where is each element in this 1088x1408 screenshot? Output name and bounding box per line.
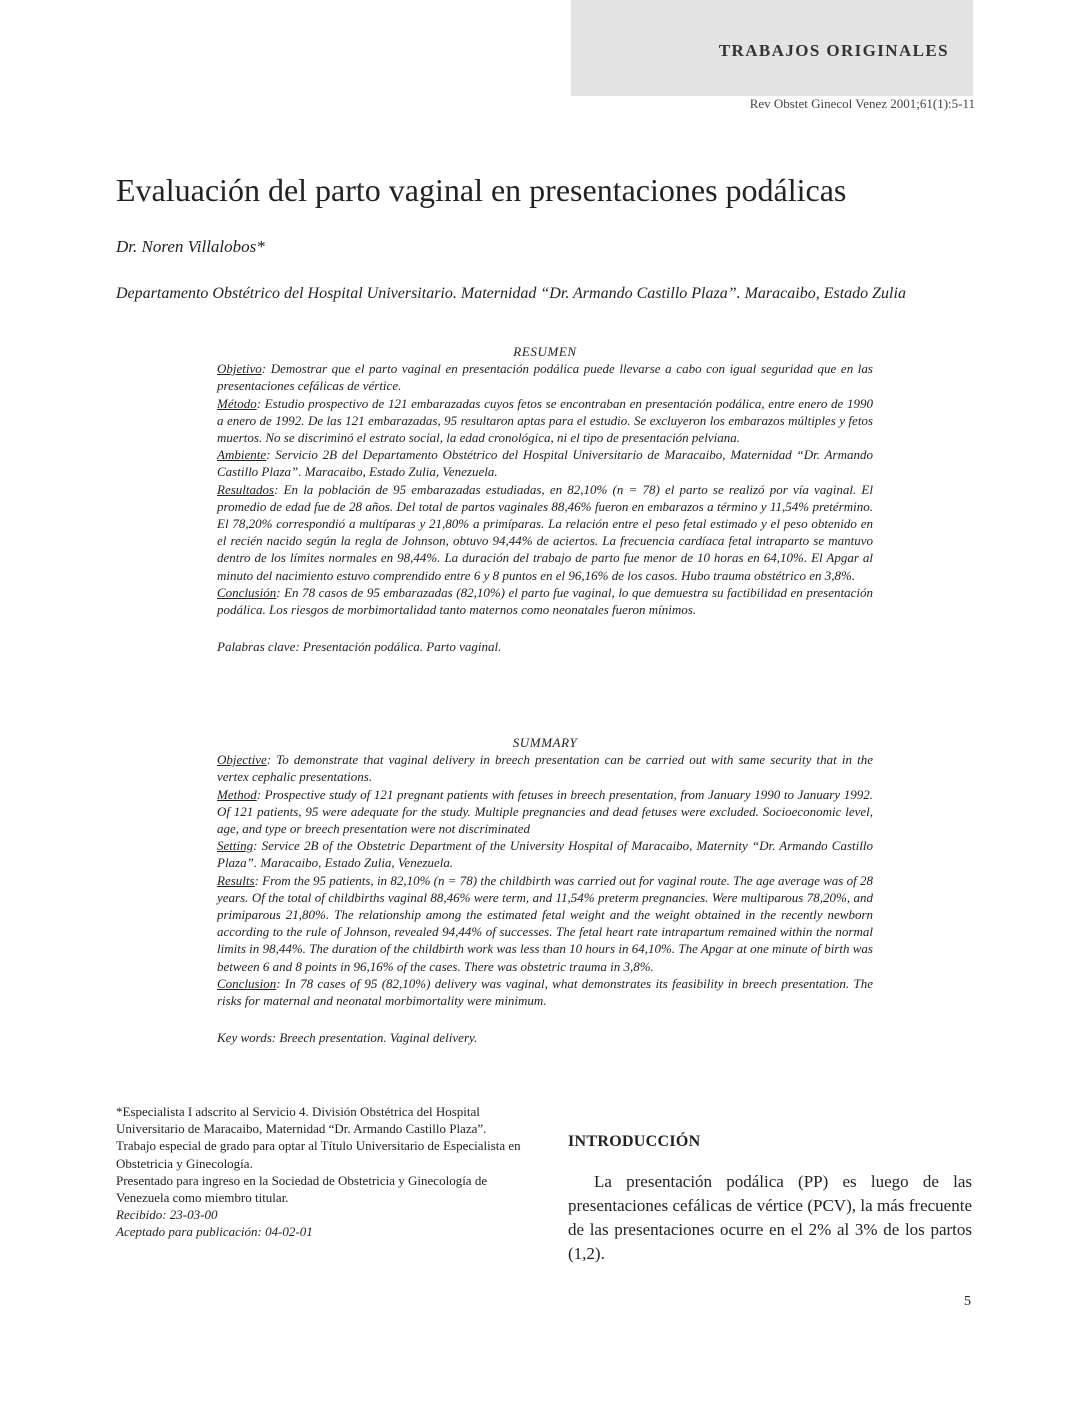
section-label-objetivo: Objetivo (217, 361, 262, 377)
section-label-method: Method (217, 786, 257, 802)
abstract-heading: RESUMEN (513, 344, 577, 359)
abstract-english (217, 734, 873, 1046)
section-text: Demostrar que el parto vaginal en presentación podálica puede llevarse a cabo con igual seguridad que en las presentaciones cefálicas de vértice. (217, 361, 873, 394)
summary-results: Results: From the 95 patients, in 82,10% (n = 78) the childbirth was carried out for vaginal route. The age average was of 28 years. Of the total of childbirths vaginal 88,46% were term, and 11,54% preterm pregnancies. Were multiparous 78,20%, and primiparous 21,80%. The relationship among the estimated fetal weight and the weight obtained in the recently newborn according to the rule of Johnson, revealed 94,44% of successes. The fetal heart rate intrapartum remained within the normal limits in 98,44%. The duration of the childbirth work was less than 10 hours in 64,10%. The Apgar at one minute of birth was between 6 and 8 points in 96,16% of the cases. There was obstetric trauma in 3,8%. (217, 872, 873, 974)
footnote-specialist: *Especialista I adscrito al Servicio 4. División Obstétrica del Hospital Universitario de Maracaibo, Maternidad “Dr. Armando Castillo Plaza”. (116, 1104, 487, 1137)
abstract-spanish (217, 343, 873, 655)
section-label-setting: Setting (217, 838, 254, 854)
footnote-presented: Presentado para ingreso en la Sociedad de Obstetricia y Ginecología de Venezuela como miembro titular. (116, 1172, 488, 1206)
section-text: To demonstrate that vaginal delivery in breech presentation can be carried out with same security that in the vertex cephalic presentations. (217, 752, 873, 785)
author: Dr. Noren Villalobos* (116, 237, 265, 256)
section-text: In 78 cases of 95 (82,10%) delivery was vaginal, what demonstrates its feasibility in breech presentation. The risks for maternal and neonatal morbimortality were minimum. (217, 975, 873, 1009)
summary-method: Method: Prospective study of 121 pregnant patients with fetuses in breech presentation, from January 1990 to January 1992. Of 121 patients, 95 were adequate for the study. Multiple pregnancies and dead fetuses were excluded. Socioeconomic level, age, and type or breech presentation were not discriminated (217, 786, 873, 837)
section-text: Servicio 2B del Departamento Obstétrico del Hospital Universitario de Maracaibo, Maternidad “Dr. Armando Castillo Plaza”. Maracaibo, Estado Zulia, Venezuela. (217, 447, 873, 480)
section-label-results: Results (217, 872, 255, 888)
summary-conclusion: Conclusion: In 78 cases of 95 (82,10%) delivery was vaginal, what demonstrates its feasibility in breech presentation. The risks for maternal and neonatal morbimortality were minimum. (217, 975, 873, 1009)
section-text: Service 2B of the Obstetric Department of the University Hospital of Maracaibo, Maternity “Dr. Armando Castillo Plaza”. Maracaibo, Estado Zulia, Venezuela. (217, 838, 873, 871)
section-text: En la población de 95 embarazadas estudiadas, en 82,10% (n = 78) el parto se realizó por vía vaginal. El promedio de edad fue de 28 años. Del total de partos vaginales 88,46% fueron en embarazos a término y 11,54% pretérmino. El 78,20% correspondió a multíparas y 21,80% a primíparas. La relación entre el peso fetal estimado y el peso obtenido en el recién nacido según la regla de Johnson, obtuvo 94,44% de aciertos. La frecuencia cardíaca fetal intraparto se mantuvo dentro de los límites normales en 98,44%. La duración del trabajo de parto fue menor de 10 horas en 64,10%. El Apgar al minuto del nacimiento estuvo comprendido entre 6 y 8 puntos en el 96,16% de los casos. Hubo trauma obstétrico en 3,8%. (217, 481, 873, 583)
footnotes (116, 1103, 524, 1241)
introduction-paragraph: La presentación podálica (PP) es luego de las presentaciones cefálicas de vértice (PCV), la más frecuente de las presentaciones ocurre en el 2% al 3% de los partos (1,2). (568, 1172, 972, 1263)
section-label-conclusion-en: Conclusion (217, 975, 277, 991)
section-text: Estudio prospectivo de 121 embarazadas cuyos fetos se encontraban en presentación podálica, entre enero de 1990 a enero de 1992. De las 121 embarazadas, 95 resultaron aptas para el estudio. Se excluyeron los embarazos múltiples y fetos muertos. No se discriminó el estrato social, la edad cronológica, ni el tipo de presentación pelviana. (217, 395, 873, 446)
article-title: Evaluación del parto vaginal en presentaciones podálicas (116, 172, 847, 208)
summary-objective: Objective: To demonstrate that vaginal delivery in breech presentation can be carried out with same security that in the vertex cephalic presentations. (217, 752, 873, 785)
affiliation: Departamento Obstétrico del Hospital Universitario. Maternidad “Dr. Armando Castillo Plaza”. Maracaibo, Estado Zulia (116, 285, 906, 302)
summary-setting: Setting: Service 2B of the Obstetric Department of the University Hospital of Maracaibo, Maternity “Dr. Armando Castillo Plaza”. Maracaibo, Estado Zulia, Venezuela. (217, 838, 873, 871)
abstract-conclusion: Conclusión: En 78 casos de 95 embarazadas (82,10%) el parto fue vaginal, lo que demuestra su factibilidad en presentación podálica. Los riesgos de morbimortalidad tanto maternos como neonatales fueron mínimos. (217, 584, 873, 618)
section-text: From the 95 patients, in 82,10% (n = 78) the childbirth was carried out for vaginal route. The age average was of 28 years. Of the total of childbirths vaginal 88,46% were term, and 11,54% preterm pregnancies. Were multiparous 78,20%, and primiparous 21,80%. The relationship among the estimated fetal weight and the weight obtained in the recently newborn according to the rule of Johnson, revealed 94,44% of successes. The fetal heart rate intrapartum remained within the normal limits in 98,44%. The duration of the childbirth work was less than 10 hours in 64,10%. The Apgar at one minute of birth was between 6 and 8 points in 96,16% of the cases. There was obstetric trauma in 3,8%. (217, 872, 873, 974)
footnote-accepted: Aceptado para publicación: 04-02-01 (116, 1224, 313, 1240)
abstract-objective: Objetivo: Demostrar que el parto vaginal en presentación podálica puede llevarse a cabo con igual seguridad que en las presentaciones cefálicas de vértice. (217, 361, 873, 394)
abstract-results: Resultados: En la población de 95 embarazadas estudiadas, en 82,10% (n = 78) el parto se realizó por vía vaginal. El promedio de edad fue de 28 años. Del total de partos vaginales 88,46% fueron en embarazos a término y 11,54% pretérmino. El 78,20% correspondió a multíparas y 21,80% a primíparas. La relación entre el peso fetal estimado y el peso obtenido en el recién nacido según la regla de Johnson, obtuvo 94,44% de aciertos. La frecuencia cardíaca fetal intraparto se mantuvo dentro de los límites normales en 98,44%. La duración del trabajo de parto fue menor de 10 horas en 64,10%. El Apgar al minuto del nacimiento estuvo comprendido entre 6 y 8 puntos en el 96,16% de los casos. Hubo trauma obstétrico en 3,8%. (217, 481, 873, 583)
summary-heading: SUMMARY (512, 735, 578, 750)
abstract-method: Método: Estudio prospectivo de 121 embarazadas cuyos fetos se encontraban en presentación podálica, entre enero de 1990 a enero de 1992. De las 121 embarazadas, 95 resultaron aptas para el estudio. Se excluyeron los embarazos múltiples y fetos muertos. No se discriminó el estrato social, la edad cronológica, ni el tipo de presentación pelviana. (217, 395, 873, 446)
section-label-ambiente: Ambiente (217, 447, 267, 463)
page-number: 5 (964, 1294, 971, 1309)
keywords: Palabras clave: Presentación podálica. Parto vaginal. (217, 639, 502, 655)
section-banner (571, 0, 973, 96)
section-label: TRABAJOS ORIGINALES (718, 41, 949, 60)
section-label-resultados: Resultados (217, 481, 275, 497)
footnote-received: Recibido: 23-03-00 (116, 1207, 218, 1223)
section-text: En 78 casos de 95 embarazadas (82,10%) el parto fue vaginal, lo que demuestra su factibilidad en presentación podálica. Los riesgos de morbimortalidad tanto maternos como neonatales fueron mínimos. (217, 584, 873, 618)
footnote-thesis: Trabajo especial de grado para optar al Título Universitario de Especialista en Obstetricia y Ginecología. (116, 1138, 521, 1171)
journal-citation: Rev Obstet Ginecol Venez 2001;61(1):5-11 (749, 96, 975, 111)
section-label-metodo: Método (217, 395, 257, 411)
key-words: Key words: Breech presentation. Vaginal delivery. (217, 1030, 478, 1046)
section-label-objective: Objective (217, 752, 267, 768)
introduction-heading: INTRODUCCIÓN (568, 1133, 701, 1150)
section-text: Prospective study of 121 pregnant patients with fetuses in breech presentation, from January 1990 to January 1992. Of 121 patients, 95 were adequate for the study. Multiple pregnancies and dead fetuses were excluded. Socioeconomic level, age, and type or breech presentation were not discriminated (217, 786, 873, 837)
abstract-setting: Ambiente: Servicio 2B del Departamento Obstétrico del Hospital Universitario de Maracaibo, Maternidad “Dr. Armando Castillo Plaza”. Maracaibo, Estado Zulia, Venezuela. (217, 447, 873, 480)
section-label-conclusion: Conclusión (217, 584, 277, 600)
